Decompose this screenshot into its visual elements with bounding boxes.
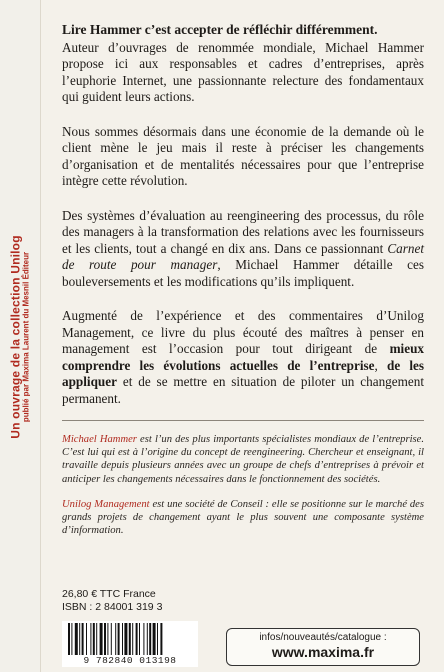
- unilog-name: Unilog Management: [62, 498, 150, 510]
- changes-text-1: Des systèmes d’évaluation au reengineering des processus, du rôle des managers à la transformation des relations avec les fournisseurs et les clients, tout a changé en dix ans. Dans ce passionnant: [62, 207, 424, 256]
- isbn: ISBN : 2 84001 319 3: [62, 600, 163, 613]
- collection-title: Un ouvrage de la collection Unilog: [8, 235, 23, 439]
- back-cover-text: [62, 22, 424, 537]
- book-title: Carnet de route pour manager: [62, 240, 424, 272]
- unilog-text-2: ,: [374, 357, 387, 373]
- demand-economy-paragraph: Nous sommes désormais dans une économie de la demande où le client mène le jeu mais il reste à préciser les changements d’organisation et de mentalités nécessaires pour que l’entreprise intègre cette révolution.: [62, 123, 424, 188]
- hammer-name: Michael Hammer: [62, 434, 137, 445]
- barcode-number: 9 782840 013198: [83, 655, 177, 666]
- unilog-bio: [62, 498, 424, 538]
- intro-paragraph: Auteur d’ouvrages de renommée mondiale, Michael Hammer propose ici aux responsables et cadres d’entreprises, après l’euphorie Internet, une passionnante relecture des fondamentaux qui guident leurs actions.: [62, 39, 424, 104]
- hammer-bio: [62, 433, 424, 486]
- unilog-text-3: et de se mettre en situation de piloter un changement permanent.: [62, 374, 424, 406]
- unilog-text-1: Augmenté de l’expérience et des commentaires d’Unilog Management, ce livre du plus écouté des maîtres à penser en management est l’occasion pour tout dirigeant de: [62, 308, 424, 356]
- publisher-line: publié par Maxima Laurent du Mesnil Éditeur: [21, 251, 31, 423]
- highlight-apply: de les appliquer: [62, 357, 425, 389]
- lead-sentence: Lire Hammer c’est accepter de réfléchir différemment.: [62, 22, 378, 37]
- highlight-understand: mieux comprendre les évolutions actuelles de l’entreprise: [62, 341, 424, 373]
- changes-text-2: , Michael Hammer détaille ces bouleversements et les modifications qu’ils impliquent.: [62, 257, 424, 289]
- unilog-bio-text: est une société de Conseil : elle se positionne sur le marché des grands projets de changement ayant le plus souvent une composante système d’information.: [62, 498, 424, 537]
- divider: [62, 420, 424, 421]
- spine-strip: [0, 0, 41, 672]
- price: 26,80 € TTC France: [62, 588, 156, 600]
- website-box: [226, 628, 420, 666]
- website-caption: infos/nouveautés/catalogue :: [259, 632, 387, 643]
- hammer-bio-text: est l’un des plus importants spécialistes mondiaux de l’entreprise. C’est lui qui est à l’origine du concept de reengineering. Chercheur et enseignant, il travaille depuis plusieurs années avec un groupe de chefs d’entreprises à prévoir et anticiper les changements nécessaires dans le fonctionnement des sociétés.: [62, 434, 424, 485]
- spine-label: [10, 235, 31, 439]
- changes-paragraph: [62, 208, 424, 291]
- barcode: [62, 621, 198, 667]
- price-block: [62, 588, 162, 613]
- barcode-bars: [66, 623, 194, 655]
- unilog-paragraph: [62, 308, 424, 407]
- website-url[interactable]: www.maxima.fr: [271, 644, 375, 660]
